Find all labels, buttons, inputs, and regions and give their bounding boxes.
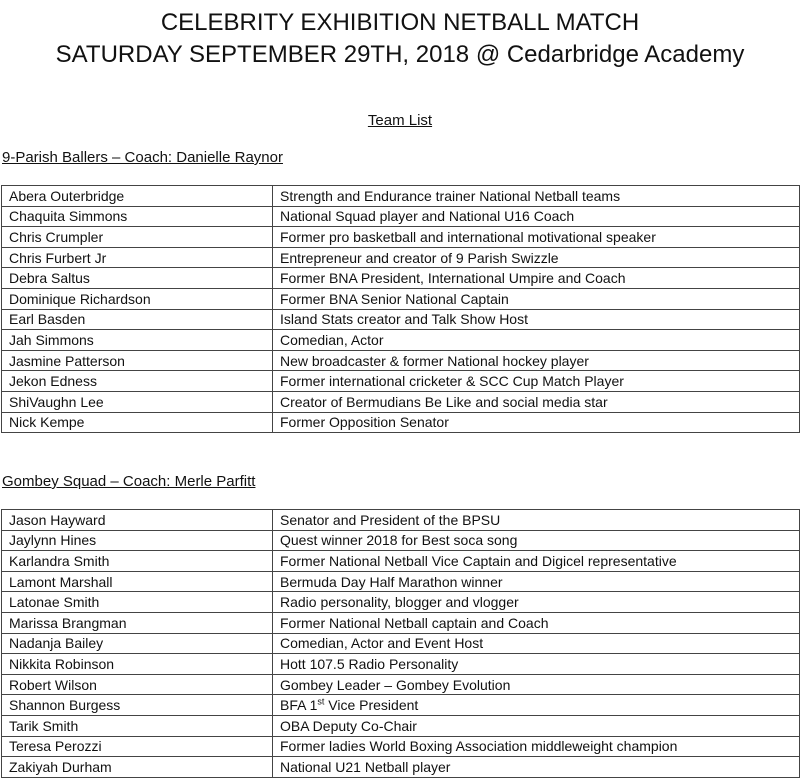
player-description-cell: Senator and President of the BPSU (273, 510, 800, 531)
team-roster-table-gombey-squad (1, 509, 800, 778)
player-name-cell: Jaylynn Hines (2, 530, 273, 551)
player-name-cell: Teresa Perozzi (2, 736, 273, 757)
player-name-cell: Karlandra Smith (2, 551, 273, 572)
player-description-cell: Comedian, Actor and Event Host (273, 633, 800, 654)
table-row (2, 571, 800, 592)
player-description-cell: Radio personality, blogger and vlogger (273, 592, 800, 613)
player-description-cell: National U21 Netball player (273, 757, 800, 778)
player-description-cell: Former National Netball Vice Captain and Digicel representative (273, 551, 800, 572)
table-row (2, 612, 800, 633)
player-name-cell: Jason Hayward (2, 510, 273, 531)
player-name-cell: Nadanja Bailey (2, 633, 273, 654)
player-name-cell: Chris Crumpler (2, 227, 273, 248)
player-description-cell: Former National Netball captain and Coach (273, 612, 800, 633)
player-name-cell: Debra Saltus (2, 268, 273, 289)
player-name-cell: Lamont Marshall (2, 571, 273, 592)
table-row (2, 551, 800, 572)
player-description-cell: OBA Deputy Co-Chair (273, 715, 800, 736)
player-description-cell: Former ladies World Boxing Association middleweight champion (273, 736, 800, 757)
table-row (2, 227, 800, 248)
table-row (2, 206, 800, 227)
player-name-cell: ShiVaughn Lee (2, 391, 273, 412)
table-row (2, 654, 800, 675)
table-row (2, 247, 800, 268)
player-description-cell: Bermuda Day Half Marathon winner (273, 571, 800, 592)
player-name-cell: Zakiyah Durham (2, 757, 273, 778)
team-list-subheading: Team List (367, 112, 433, 129)
player-name-cell: Nikkita Robinson (2, 654, 273, 675)
table-row (2, 757, 800, 778)
player-description-cell: Strength and Endurance trainer National Netball teams (273, 186, 800, 207)
player-description-cell: New broadcaster & former National hockey player (273, 350, 800, 371)
player-name-cell: Robert Wilson (2, 674, 273, 695)
table-row (2, 736, 800, 757)
table-row (2, 695, 800, 716)
player-name-cell: Chaquita Simmons (2, 206, 273, 227)
team-heading-gombey-squad: Gombey Squad – Coach: Merle Parfitt (2, 473, 256, 490)
player-name-cell: Jah Simmons (2, 330, 273, 351)
table-row (2, 350, 800, 371)
player-description-cell (273, 695, 800, 716)
document-title-line-2: SATURDAY SEPTEMBER 29TH, 2018 @ Cedarbridge Academy (55, 41, 745, 68)
player-description-cell: Former pro basketball and international motivational speaker (273, 227, 800, 248)
player-description-cell: National Squad player and National U16 Coach (273, 206, 800, 227)
table-row (2, 592, 800, 613)
player-name-cell: Jasmine Patterson (2, 350, 273, 371)
table-row (2, 268, 800, 289)
player-description-cell: Former BNA President, International Umpire and Coach (273, 268, 800, 289)
player-name-cell: Chris Furbert Jr (2, 247, 273, 268)
player-name-cell: Marissa Brangman (2, 612, 273, 633)
table-row (2, 674, 800, 695)
player-name-cell: Latonae Smith (2, 592, 273, 613)
team-heading-9-parish-ballers: 9-Parish Ballers – Coach: Danielle Raynor (2, 149, 283, 166)
table-row (2, 412, 800, 433)
player-description-text-continued: Vice President (324, 697, 419, 714)
player-name-cell: Tarik Smith (2, 715, 273, 736)
player-description-cell: Hott 107.5 Radio Personality (273, 654, 800, 675)
player-description-cell: Entrepreneur and creator of 9 Parish Swizzle (273, 247, 800, 268)
table-row (2, 288, 800, 309)
ordinal-superscript: st (317, 696, 325, 707)
player-description-cell: Former Opposition Senator (273, 412, 800, 433)
player-description-cell: Former international cricketer & SCC Cup Match Player (273, 371, 800, 392)
player-name-cell: Earl Basden (2, 309, 273, 330)
table-row (2, 530, 800, 551)
player-description-cell: Former BNA Senior National Captain (273, 288, 800, 309)
table-row (2, 715, 800, 736)
player-description-cell: Gombey Leader – Gombey Evolution (273, 674, 800, 695)
table-row (2, 309, 800, 330)
player-name-cell: Dominique Richardson (2, 288, 273, 309)
player-description-cell: Creator of Bermudians Be Like and social media star (273, 391, 800, 412)
player-name-cell: Shannon Burgess (2, 695, 273, 716)
player-description-text: BFA 1 (280, 697, 318, 714)
player-description-cell: Comedian, Actor (273, 330, 800, 351)
table-row (2, 633, 800, 654)
table-row (2, 186, 800, 207)
table-row (2, 510, 800, 531)
table-row (2, 330, 800, 351)
player-description-cell: Quest winner 2018 for Best soca song (273, 530, 800, 551)
table-row (2, 391, 800, 412)
player-name-cell: Nick Kempe (2, 412, 273, 433)
player-description-cell: Island Stats creator and Talk Show Host (273, 309, 800, 330)
player-name-cell: Abera Outerbridge (2, 186, 273, 207)
table-row (2, 371, 800, 392)
team-roster-table-9-parish-ballers (1, 185, 800, 433)
player-name-cell: Jekon Edness (2, 371, 273, 392)
document-title-line-1: CELEBRITY EXHIBITION NETBALL MATCH (160, 9, 640, 36)
